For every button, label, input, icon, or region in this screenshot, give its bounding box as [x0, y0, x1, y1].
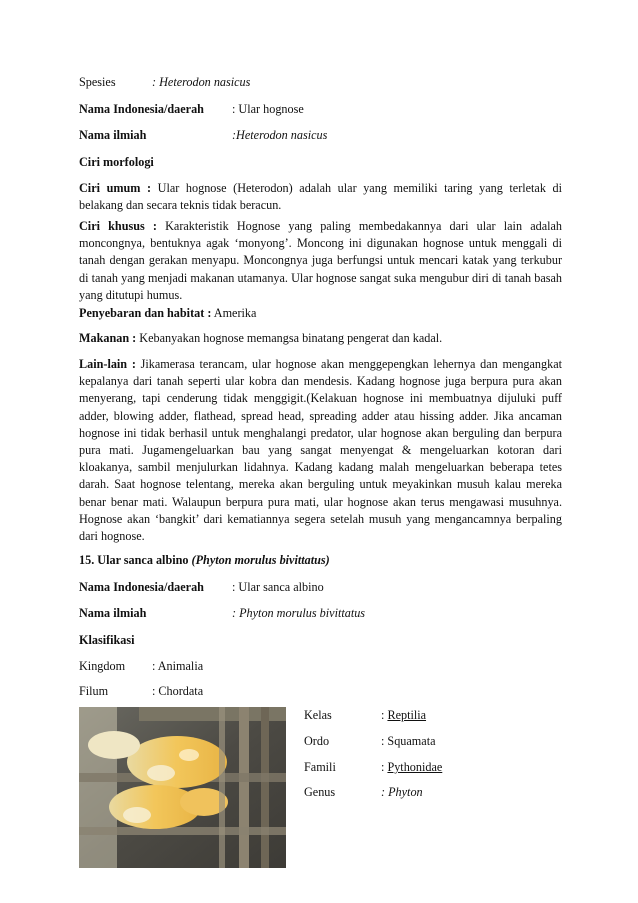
nama-ilmiah-label: Nama ilmiah — [79, 128, 147, 142]
ciri-morfologi-heading: Ciri morfologi — [79, 155, 154, 169]
nama-ilmiah-value: :Heterodon nasicus — [232, 128, 328, 142]
section-heading-number: 15. Ular sanca albino — [79, 553, 192, 567]
kelas-label: Kelas — [304, 708, 332, 722]
nama-ilmiah-label-2: Nama ilmiah — [79, 606, 147, 620]
ciri-umum-text: Ular hognose (Heterodon) adalah ular yang memiliki taring yang terletak di belakang dan secara teknis tidak beracun. — [79, 181, 563, 213]
spesies-value: : Heterodon nasicus — [152, 75, 251, 89]
nama-ilmiah-value-2: : Phyton morulus bivittatus — [232, 606, 366, 620]
penyebaran-value: Amerika — [211, 306, 257, 320]
kingdom-label: Kingdom — [79, 659, 126, 673]
lain-lain-paragraph — [79, 356, 562, 545]
famili-value: : Pythonidae — [381, 760, 443, 774]
makanan-value: Kebanyakan hognose memangsa binatang pengerat dan kadal. — [136, 331, 443, 345]
ordo-value: : Squamata — [381, 734, 436, 748]
penyebaran-line — [79, 306, 256, 321]
klasifikasi-heading: Klasifikasi — [79, 633, 135, 647]
spesies-label: Spesies — [79, 75, 116, 89]
makanan-label: Makanan : — [79, 331, 137, 345]
nama-indonesia-value-2: : Ular sanca albino — [232, 580, 324, 594]
ordo-label: Ordo — [304, 734, 330, 748]
lain-lain-label: Lain-lain : — [79, 357, 136, 371]
genus-label: Genus — [304, 785, 336, 799]
famili-label: Famili — [304, 760, 336, 774]
section-heading-latin: (Phyton morulus bivittatus) — [191, 553, 330, 567]
ciri-khusus-text: Karakteristik Hognose yang paling membedakannya dari ular lain adalah moncongnya, bentuknya agak ‘monyong’. Moncong ini digunakan hognose untuk menggali di tanah dengan gerakan menyapu. Moncongnya juga berfungsi untuk mencari katak yang terkubur di tanah yang menjadi makanan utamanya. Ular hognose sangat suka mengubur diri di tanah basah yang ditutupi humus. — [79, 219, 562, 302]
kelas-value: : Reptilia — [381, 708, 427, 722]
famili-link[interactable]: Pythonidae — [387, 760, 443, 774]
ciri-khusus-paragraph — [79, 218, 562, 304]
filum-label: Filum — [79, 684, 109, 698]
makanan-line — [79, 331, 442, 346]
nama-indonesia-value: : Ular hognose — [232, 102, 304, 116]
ciri-umum-label: Ciri umum : — [79, 181, 152, 195]
ciri-umum-paragraph — [79, 180, 562, 214]
kingdom-value: : Animalia — [152, 659, 204, 673]
lain-lain-text: Jikamerasa terancam, ular hognose akan menggepengkan lehernya dan mengangkat kepalanya dari tanah seperti ular kobra dan mendesis. Kadang hognose juga berpura pura akan menyerang, tapi cenderung tidak menggigit.(Kelakuan hognose ini membuatnya dijuluki puff adder, blowing adder, flathead, spread head, spreading adder atau hissing adder. Jika ancaman hognose ini tidak berhasil untuk menghalangi predator, ular hognose akan berguling dan berpura pura mati. Jugamengeluarkan bau yang sangat menyengat & mengeluarkan kotoran dari kloakanya, sambil menjulurkan lidahnya. Kadang kadang malah mengeluarkan beberapa tetes darah. Saat hognose telentang, mereka akan berguling untuk meyakinkan musuh kalau mereka benar benar mati. Walaupun berpura pura mati, ular hognose akan terus mengawasi musuhnya. Hognose akan ‘bangkit’ dari kematiannya segera setelah musuh yang mengancamnya berpaling dari hognose. — [79, 357, 563, 544]
filum-value: : Chordata — [152, 684, 204, 698]
section-heading — [79, 553, 330, 568]
nama-indonesia-label-2: Nama Indonesia/daerah — [79, 580, 204, 594]
genus-value: : Phyton — [381, 785, 423, 799]
kelas-link[interactable]: Reptilia — [387, 708, 427, 722]
penyebaran-label: Penyebaran dan habitat : — [79, 306, 212, 320]
albino-python-photo — [79, 707, 286, 868]
ciri-khusus-label: Ciri khusus : — [79, 219, 157, 233]
nama-indonesia-label: Nama Indonesia/daerah — [79, 102, 204, 116]
